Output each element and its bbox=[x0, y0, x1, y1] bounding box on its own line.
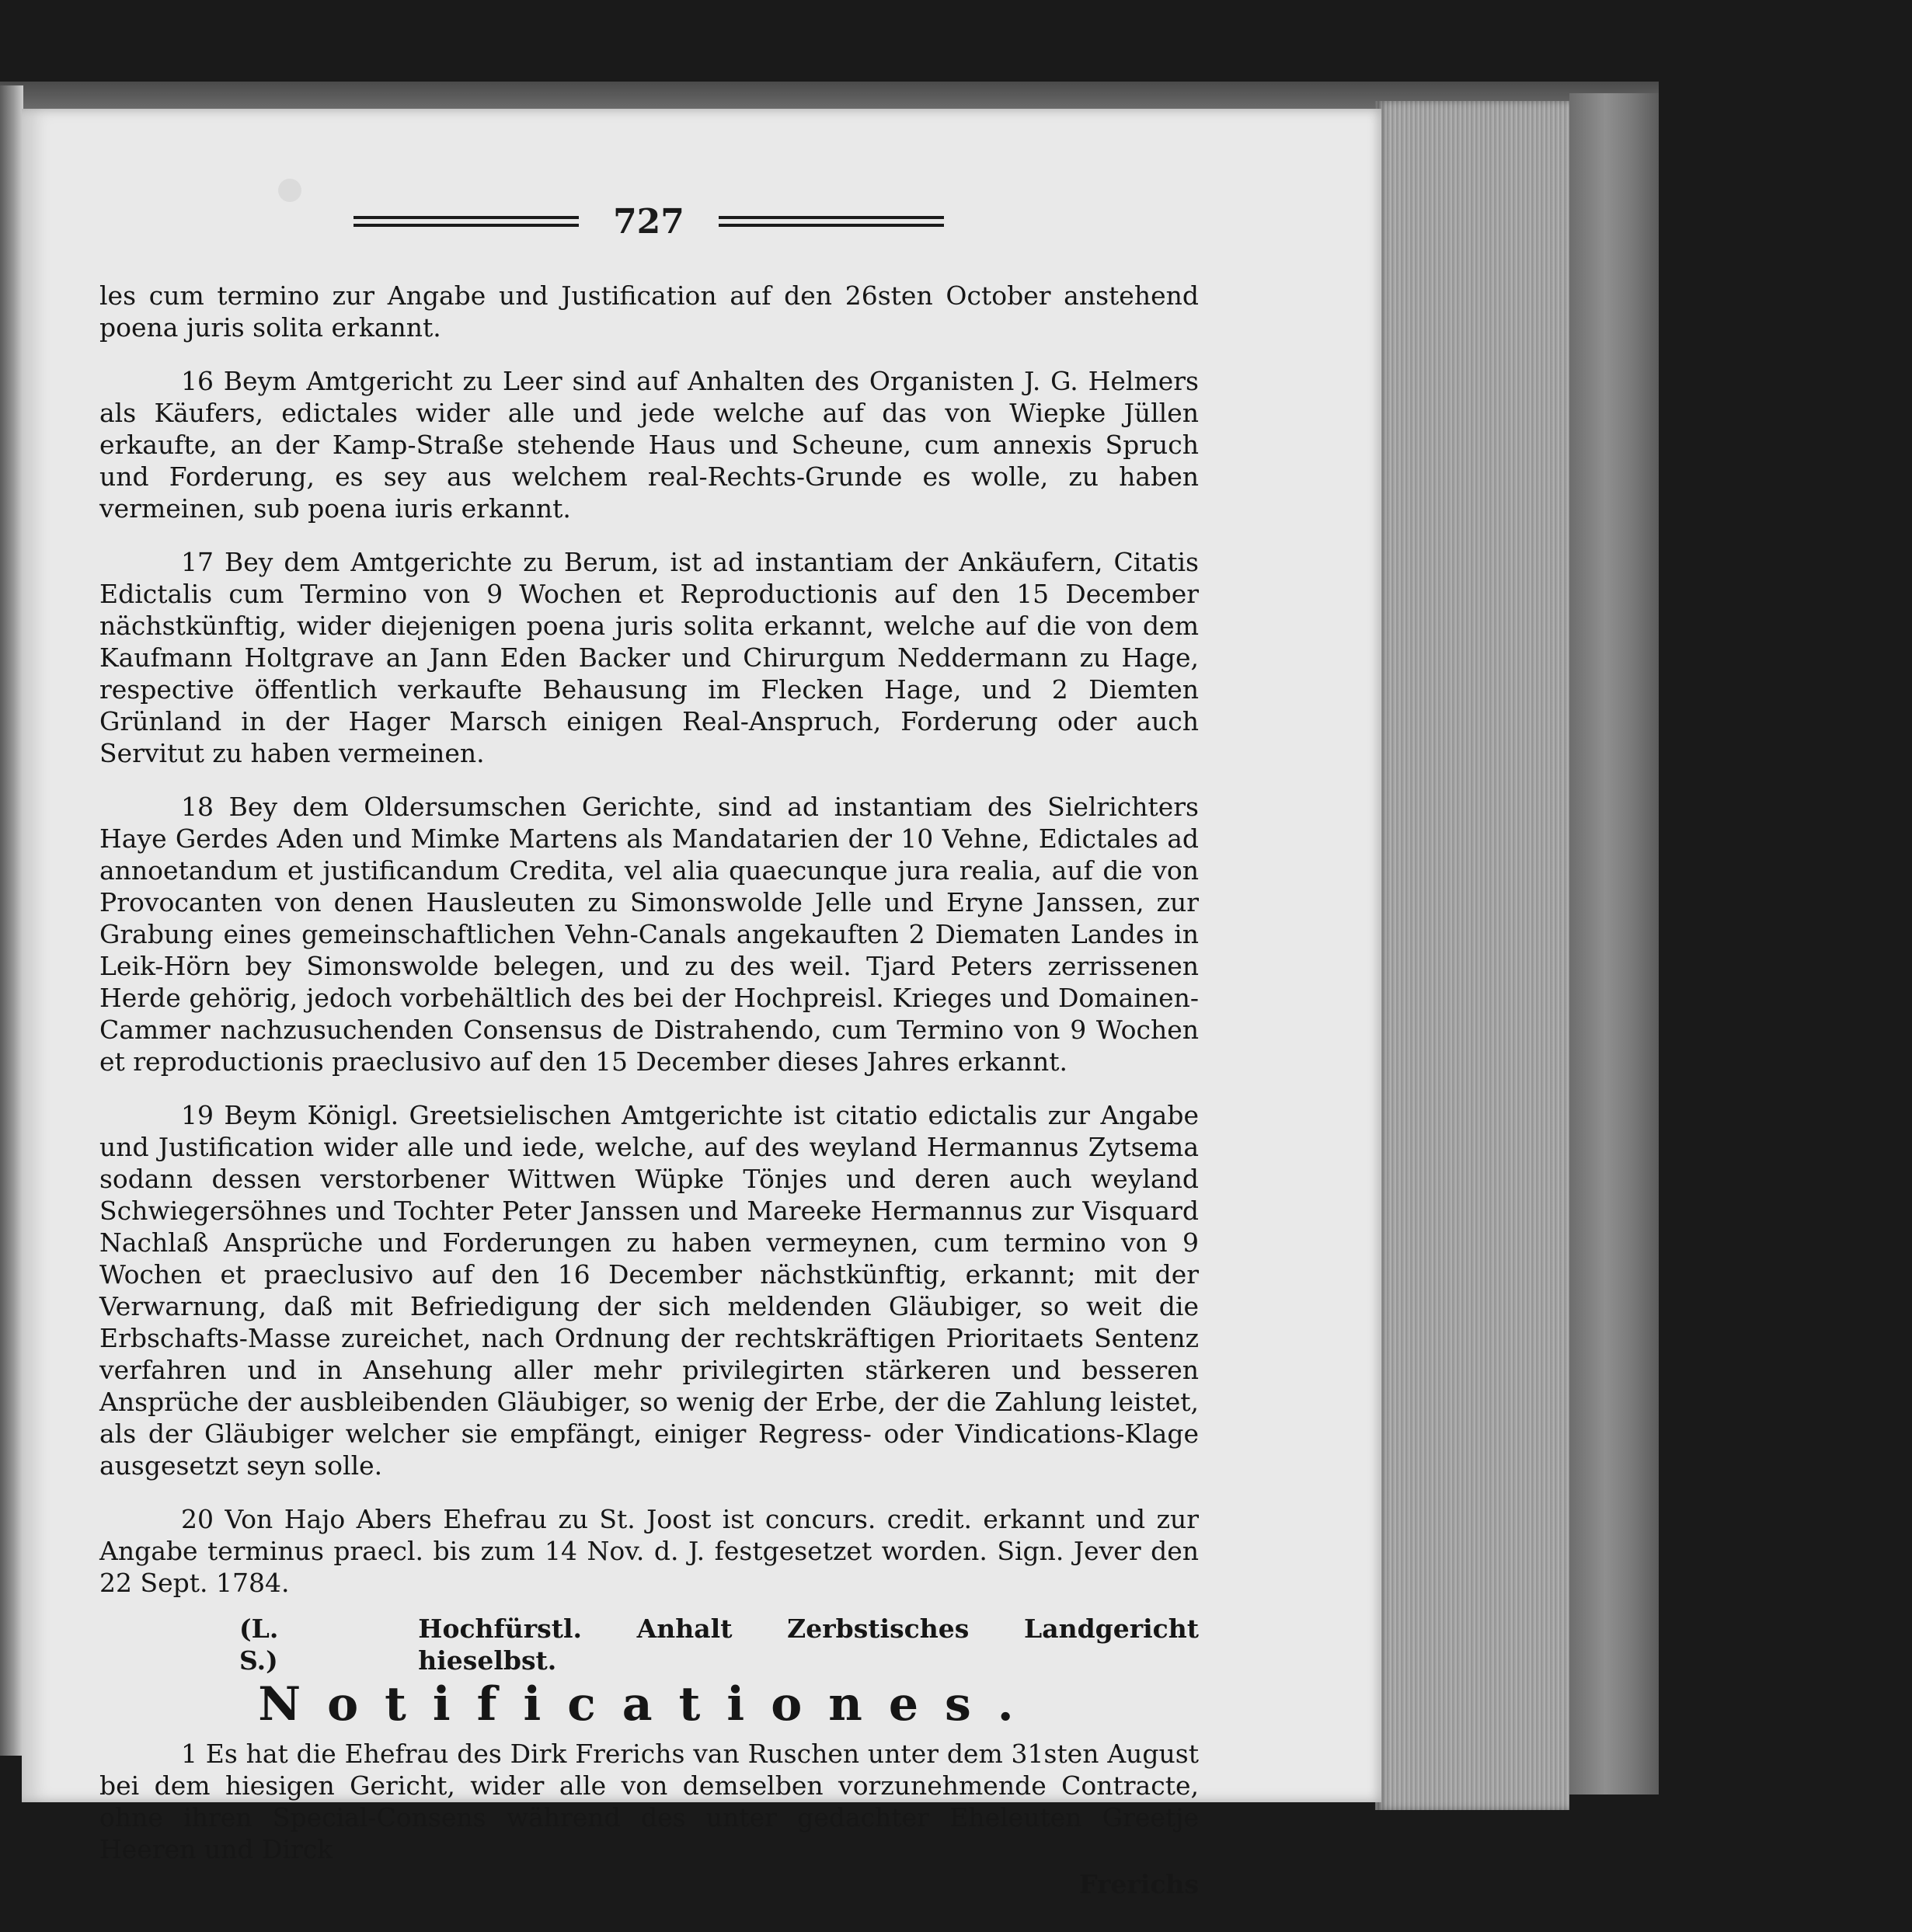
header-rule-right bbox=[719, 216, 944, 227]
page-stain bbox=[278, 179, 301, 202]
book-cover-right bbox=[1569, 93, 1659, 1794]
court-signature: Hochfürstl. Anhalt Zerbstisches Landgericht hieselbst. bbox=[418, 1613, 1199, 1676]
catchword: Frerichs bbox=[1079, 1869, 1199, 1899]
paragraph-continuation: les cum termino zur Angabe und Justification auf den 26sten October anstehend poena juris solita erkannt. bbox=[99, 280, 1199, 343]
page-text bbox=[99, 280, 1199, 1900]
page-block-edge bbox=[1375, 101, 1569, 1810]
paragraph-16: 16 Beym Amtgericht zu Leer sind auf Anhalten des Organisten J. G. Helmers als Käufers, edictales wider alle und jede welche auf das von Wiepke Jüllen erkaufte, an der Kamp-Straße stehende Haus und Scheune, cum annexis Spruch und Forderung, es sey aus welchem real-Rechts-Grunde es wolle, zu haben vermeinen, sub poena iuris erkannt. bbox=[99, 366, 1199, 524]
header-rule-left bbox=[353, 216, 579, 227]
left-page-edge bbox=[0, 85, 23, 1756]
paragraph-20: 20 Von Hajo Abers Ehefrau zu St. Joost ist concurs. credit. erkannt und zur Angabe terminus praecl. bis zum 14 Nov. d. J. festgesetzet worden. Sign. Jever den 22 Sept. 1784. bbox=[99, 1504, 1199, 1598]
paragraph-18: 18 Bey dem Oldersumschen Gerichte, sind ad instantiam des Sielrichters Haye Gerdes Aden und Mimke Martens als Mandatarien der 10 Vehne, Edictales ad annoetandum et justificandum Credita, vel alia quaecunque jura realia, auf die von Provocanten von denen Hausleuten zu Simonswolde Jelle und Eryne Janssen, zur Grabung eines gemeinschaftlichen Vehn-Canals angekauften 2 Diematen Landes in Leik-Hörn bey Simonswolde belegen, und zu des weil. Tjard Peters zerrissenen Herde gehörig, jedoch vorbehältlich des bei der Hochpreisl. Krieges und Domainen-Cammer nachzusuchenden Consensus de Distrahendo, cum Termino von 9 Wochen et reproductionis praeclusivo auf den 15 December dieses Jahres erkannt. bbox=[99, 792, 1199, 1077]
page-header bbox=[353, 198, 944, 245]
notification-1: 1 Es hat die Ehefrau des Dirk Frerichs van Ruschen unter dem 31sten August bei dem hiesigen Gericht, wider alle von demselben vorzunehmende Contracte, ohne ihren Special-Consens während des unter gedachter Eheleuten Greetje Heeren und Dirck bbox=[99, 1739, 1199, 1864]
paragraph-17: 17 Bey dem Amtgerichte zu Berum, ist ad instantiam der Ankäufern, Citatis Edictalis cum Termino von 9 Wochen et Reproductionis auf den 15 December nächstkünftig, wider diejenigen poena juris solita erkannt, welche auf die von dem Kaufmann Holtgrave an Jann Eden Backer und Chirurgum Neddermann zu Hage, respective öffentlich verkaufte Behausung im Flecken Hage, und 2 Diemten Grünland in der Hager Marsch einigen Real-Anspruch, Forderung oder auch Servitut zu haben vermeinen. bbox=[99, 547, 1199, 768]
signature-line bbox=[239, 1613, 1199, 1676]
page-number: 727 bbox=[613, 201, 684, 242]
paragraph-19: 19 Beym Königl. Greetsielischen Amtgerichte ist citatio edictalis zur Angabe und Justification wider alle und iede, welche, auf des weyland Hermannus Zytsema sodann dessen verstorbener Wittwen Wüpke Tönjes und deren auch weyland Schwiegersöhnes und Tochter Peter Janssen und Mareeke Hermannus zur Visquard Nachlaß Ansprüche und Forderungen zu haben vermeynen, cum termino von 9 Wochen et praeclusivo auf den 16 December nächstkünftig, erkannt; mit der Verwarnung, daß mit Befriedigung der sich meldenden Gläubiger, so weit die Erbschafts-Masse zureichet, nach Ordnung der rechtskräftigen Prioritaets Sentenz verfahren und in Ansehung aller mehr privilegirten stärkeren und besseren Ansprüche der ausbleibenden Gläubiger, so wenig der Erbe, der die Zahlung leistet, als der Gläubiger welcher sie empfängt, einiger Regress- oder Vindications-Klage ausgesetzt seyn solle. bbox=[99, 1100, 1199, 1481]
seal-mark: (L. S.) bbox=[239, 1613, 279, 1676]
section-title: Notificationes. bbox=[258, 1677, 1040, 1732]
